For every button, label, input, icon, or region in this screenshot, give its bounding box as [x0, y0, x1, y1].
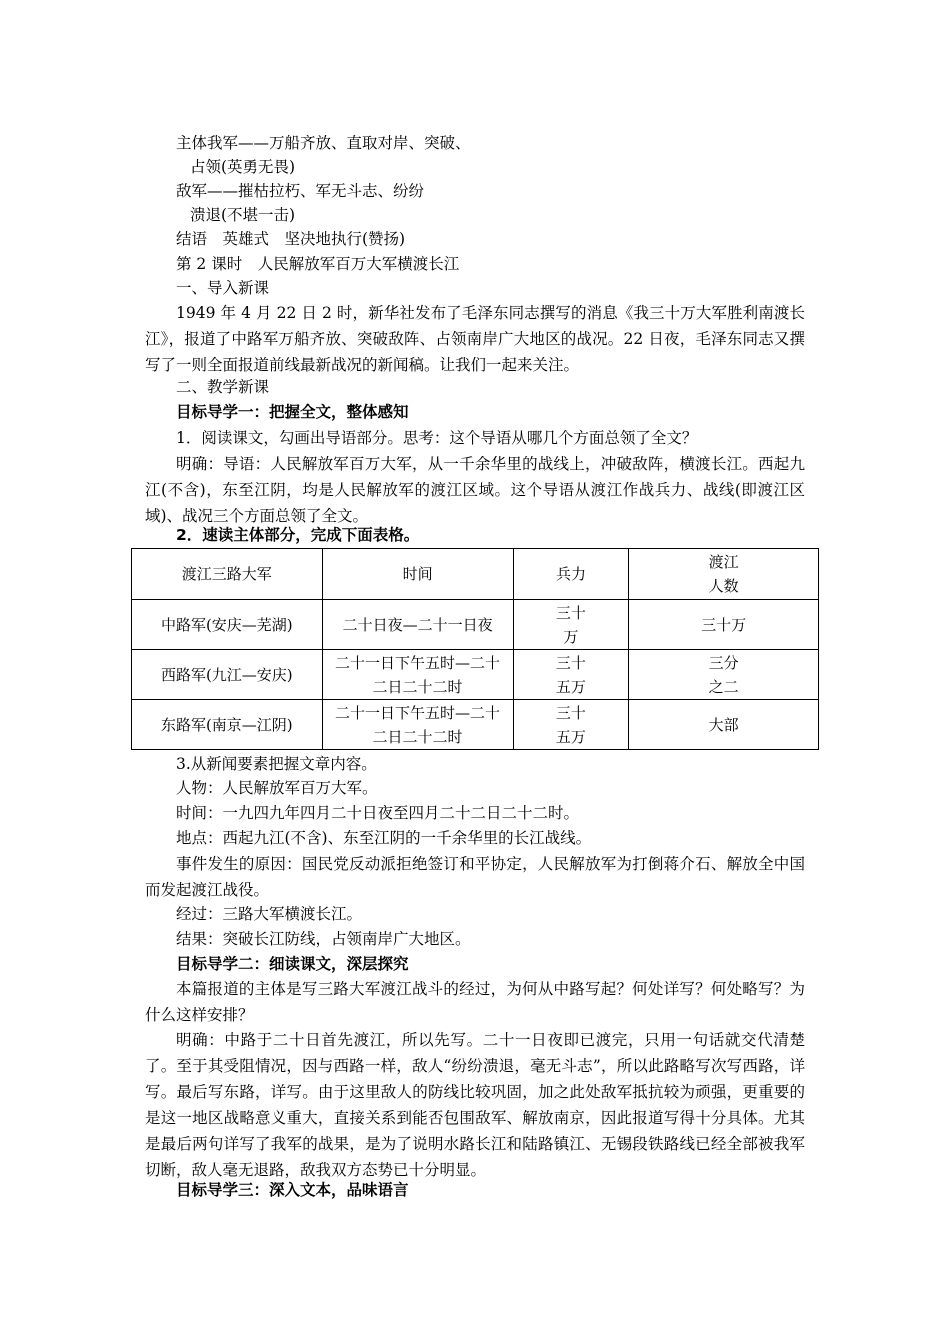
question-1: 1．阅读课文，勾画出导语部分。思考：这个导语从哪几个方面总领了全文？ — [176, 429, 698, 447]
table-cell-force: 三十五万 — [513, 700, 629, 750]
section-heading-intro: 一、导入新课 — [176, 279, 270, 297]
section-heading-new-lesson: 二、教学新课 — [176, 378, 270, 396]
table-cell-count: 三十万 — [629, 600, 819, 650]
element-result: 结果：突破长江防线，占领南岸广大地区。 — [176, 930, 471, 948]
element-people: 人物：人民解放军百万大军。 — [176, 779, 378, 797]
goal-heading-3: 目标导学三：深入文本，品味语言 — [176, 1181, 409, 1199]
table-cell-army: 中路军(安庆—芜湖) — [132, 600, 323, 650]
answer-1: 明确：导语：人民解放军百万大军，从一千余华里的战线上，冲破敌阵，横渡长江。西起九江(不含)，东至江阴，均是人民解放军的渡江区域。这个导语从渡江作战兵力、战线(即渡江区域)、战况三个方面总领了全文。 — [145, 455, 805, 525]
table-header-army: 渡江三路大军 — [132, 549, 323, 600]
table-cell-force: 三十五万 — [513, 650, 629, 700]
lesson-title: 第 2 课时 人民解放军百万大军横渡长江 — [176, 255, 460, 273]
table-cell-force: 三十万 — [513, 600, 629, 650]
question-2: 2．速读主体部分，完成下面表格。 — [176, 526, 420, 544]
table-cell-army: 东路军(南京—江阴) — [132, 700, 323, 750]
element-place: 地点：西起九江(不含)、东至江阴的一千余华里的长江战线。 — [176, 829, 592, 847]
goal-heading-1: 目标导学一：把握全文，整体感知 — [176, 403, 409, 421]
table-cell-time: 二十一日下午五时—二十二日二十二时 — [322, 700, 513, 750]
outline-line-2: 占领(英勇无畏) — [190, 158, 296, 176]
table-row — [132, 700, 819, 750]
intro-paragraph: 1949 年 4 月 22 日 2 时，新华社发布了毛泽东同志撰写的消息《我三十万大军胜利南渡长江》，报道了中路军万船齐放、突破敌阵、占领南岸广大地区的战况。22 日夜，毛泽东同志又撰写了一则全面报道前线最新战况的新闻稿。让我们一起来关注。 — [145, 304, 805, 374]
three-armies-table — [131, 548, 819, 750]
table-row — [132, 600, 819, 650]
question-4: 本篇报道的主体是写三路大军渡江战斗的经过，为何从中路写起？何处详写？何处略写？为什么这样安排？ — [145, 980, 805, 1024]
outline-line-4: 溃退(不堪一击) — [190, 206, 296, 224]
table-header-time: 时间 — [322, 549, 513, 600]
table-cell-time: 二十日夜—二十一日夜 — [322, 600, 513, 650]
table-cell-count: 大部 — [629, 700, 819, 750]
element-cause: 事件发生的原因：国民党反动派拒绝签订和平协定，人民解放军为打倒蒋介石、解放全中国而发起渡江战役。 — [145, 855, 805, 899]
table-header-force: 兵力 — [513, 549, 629, 600]
table-cell-time: 二十一日下午五时—二十二日二十二时 — [322, 650, 513, 700]
table-cell-count: 三分之二 — [629, 650, 819, 700]
outline-line-3: 敌军——摧枯拉朽、军无斗志、纷纷 — [176, 182, 425, 200]
table-cell-army: 西路军(九江—安庆) — [132, 650, 323, 700]
answer-4: 明确：中路于二十日首先渡江，所以先写。二十一日夜即已渡完，只用一句话就交代清楚了。至于其受阻情况，因与西路一样，敌人“纷纷溃退，毫无斗志”，所以此路略写次写西路，详写。最后写东路，详写。由于这里敌人的防线比较巩固，加之此处敌军抵抗较为顽强，更重要的是这一地区战略意义重大，直接关系到能否包围敌军、解放南京，因此报道写得十分具体。尤其是最后两句详写了我军的战果，是为了说明水路长江和陆路镇江、无锡段铁路线已经全部被我军切断，敌人毫无退路，敌我双方态势已十分明显。 — [145, 1031, 805, 1179]
table-header-count: 渡江人数 — [629, 549, 819, 600]
table-row — [132, 650, 819, 700]
table-header-row — [132, 549, 819, 600]
outline-line-1: 主体我军——万船齐放、直取对岸、突破、 — [176, 134, 471, 152]
outline-line-5: 结语 英雄式 坚决地执行(赞扬) — [176, 230, 406, 248]
goal-heading-2: 目标导学二：细读课文，深层探究 — [176, 955, 409, 973]
question-3: 3.从新闻要素把握文章内容。 — [176, 755, 377, 773]
element-time: 时间：一九四九年四月二十日夜至四月二十二日二十二时。 — [176, 804, 580, 822]
element-process: 经过：三路大军横渡长江。 — [176, 905, 363, 923]
